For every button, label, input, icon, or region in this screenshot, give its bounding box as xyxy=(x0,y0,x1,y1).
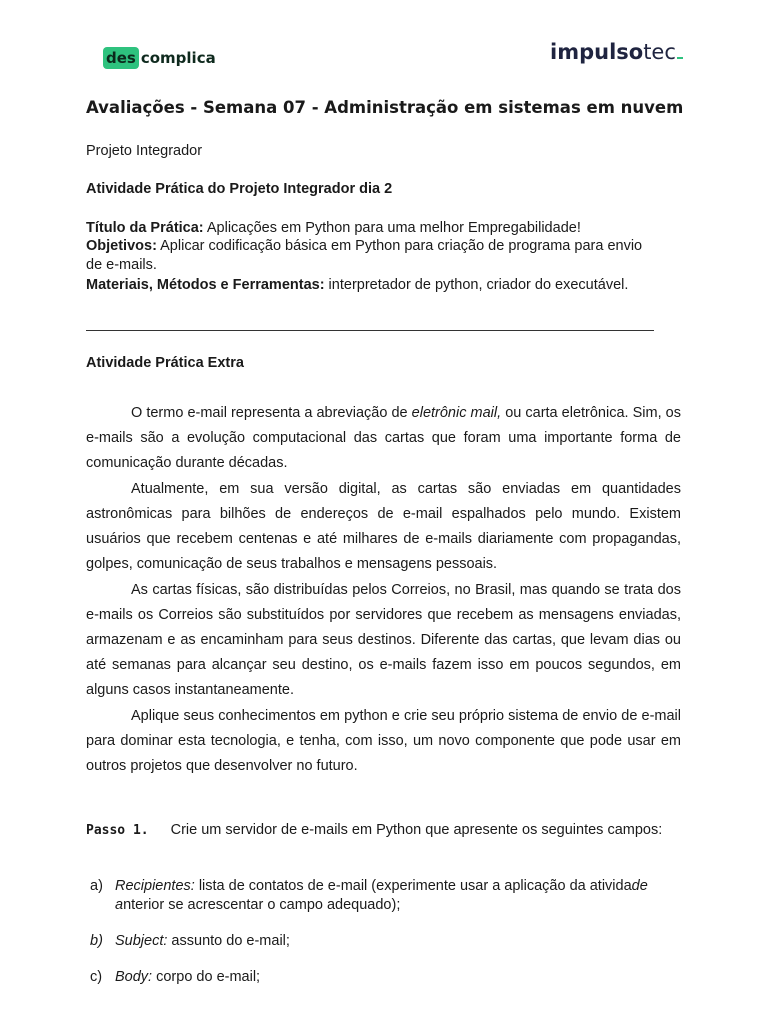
paragraph-3: As cartas físicas, são distribuídas pelos Correios, no Brasil, mas quando se trata dos e-mails os Correios são substituídos por servidores que recebem as mensagens enviadas, armazenam e as encaminham para seus destinos. Diferente das cartas, que levam dias ou até semanas para alcançar seu destino, os e-mails fazem isso em poucos segundos, em alguns casos instantaneamente. xyxy=(86,582,681,698)
p1-text-c: ou carta eletrônica. Sim, os e-mails são a evolução computacional das cartas que foram uma importante forma de comunicação durante décadas. xyxy=(86,405,681,471)
logo-complica-text: complica xyxy=(140,49,216,67)
item-desc: lista de contatos de e-mail (experimente usar a aplicação da ativida xyxy=(194,878,632,894)
materiais-label: Materiais, Métodos e Ferramentas: xyxy=(86,277,325,293)
item-desc: assunto do e-mail; xyxy=(167,933,290,949)
objetivos-value-2: de e-mails. xyxy=(86,257,157,273)
paragraph-1 xyxy=(86,401,681,476)
list-item-a xyxy=(90,877,680,915)
objetivos-label: Objetivos: xyxy=(86,238,157,254)
p1-italic: eletrônic mail, xyxy=(411,405,502,421)
list-item-c xyxy=(90,968,680,987)
page-title: Avaliações - Semana 07 - Administração em sistemas em nuvem xyxy=(86,98,684,117)
item-marker: b) xyxy=(90,933,103,949)
paragraph-2: Atualmente, em sua versão digital, as cartas são enviadas em quantidades astronômicas para bilhões de endereços de e-mail espalhados pelo mundo. Existem usuários que recebem centenas e até milhares de e-mails diariamente com propagandas, golpes, comunicação de seus trabalhos e mensagens pessoais. xyxy=(86,481,681,572)
titulo-label: Título da Prática: xyxy=(86,220,204,236)
field-titulo xyxy=(86,219,581,237)
paragraph-4: Aplique seus conhecimentos em python e crie seu próprio sistema de envio de e-mail para dominar esta tecnologia, e tenha, com isso, um novo componente que pode usar em outros projetos que desenvolver no futuro. xyxy=(86,708,681,774)
item-marker: c) xyxy=(90,969,103,985)
logo-impulso-text: impulso xyxy=(550,40,644,64)
logo-des-badge: des xyxy=(103,47,139,69)
item-desc: corpo do e-mail; xyxy=(152,969,261,985)
list-item-b xyxy=(90,932,680,951)
materiais-value: interpretador de python, criador do executável. xyxy=(324,277,629,293)
item-continuation xyxy=(90,896,680,915)
item-desc-italic: de xyxy=(631,878,648,894)
passo-text: Crie um servidor de e-mails em Python que apresente os seguintes campos: xyxy=(170,822,663,838)
p1-text-a: O termo e-mail representa a abreviação de xyxy=(131,405,412,421)
item-term: Body: xyxy=(115,969,153,985)
item-marker: a) xyxy=(90,878,103,894)
separator-line xyxy=(86,330,654,331)
subtitle: Projeto Integrador xyxy=(86,143,203,159)
activity-heading: Atividade Prática do Projeto Integrador dia 2 xyxy=(86,181,393,197)
titulo-value: Aplicações em Python para uma melhor Empregabilidade! xyxy=(203,220,581,236)
item-term: Subject: xyxy=(115,933,168,949)
item-cont-italic: a xyxy=(115,897,124,913)
field-materiais xyxy=(86,276,628,294)
impulsotec-logo xyxy=(550,40,683,64)
logo-tec-text: tec xyxy=(643,40,676,64)
descomplica-logo xyxy=(103,47,216,69)
objetivos-value-1: Aplicar codificação básica em Python para criação de programa para envio xyxy=(156,238,643,254)
passo-label: Passo 1. xyxy=(86,823,149,838)
item-term: Recipientes: xyxy=(115,878,195,894)
field-objetivos xyxy=(86,237,642,255)
logo-underscore-mark xyxy=(677,57,683,59)
item-cont-text: nterior se acrescentar o campo adequado); xyxy=(123,897,401,913)
extra-heading: Atividade Prática Extra xyxy=(86,355,244,371)
passo-1 xyxy=(86,821,681,840)
